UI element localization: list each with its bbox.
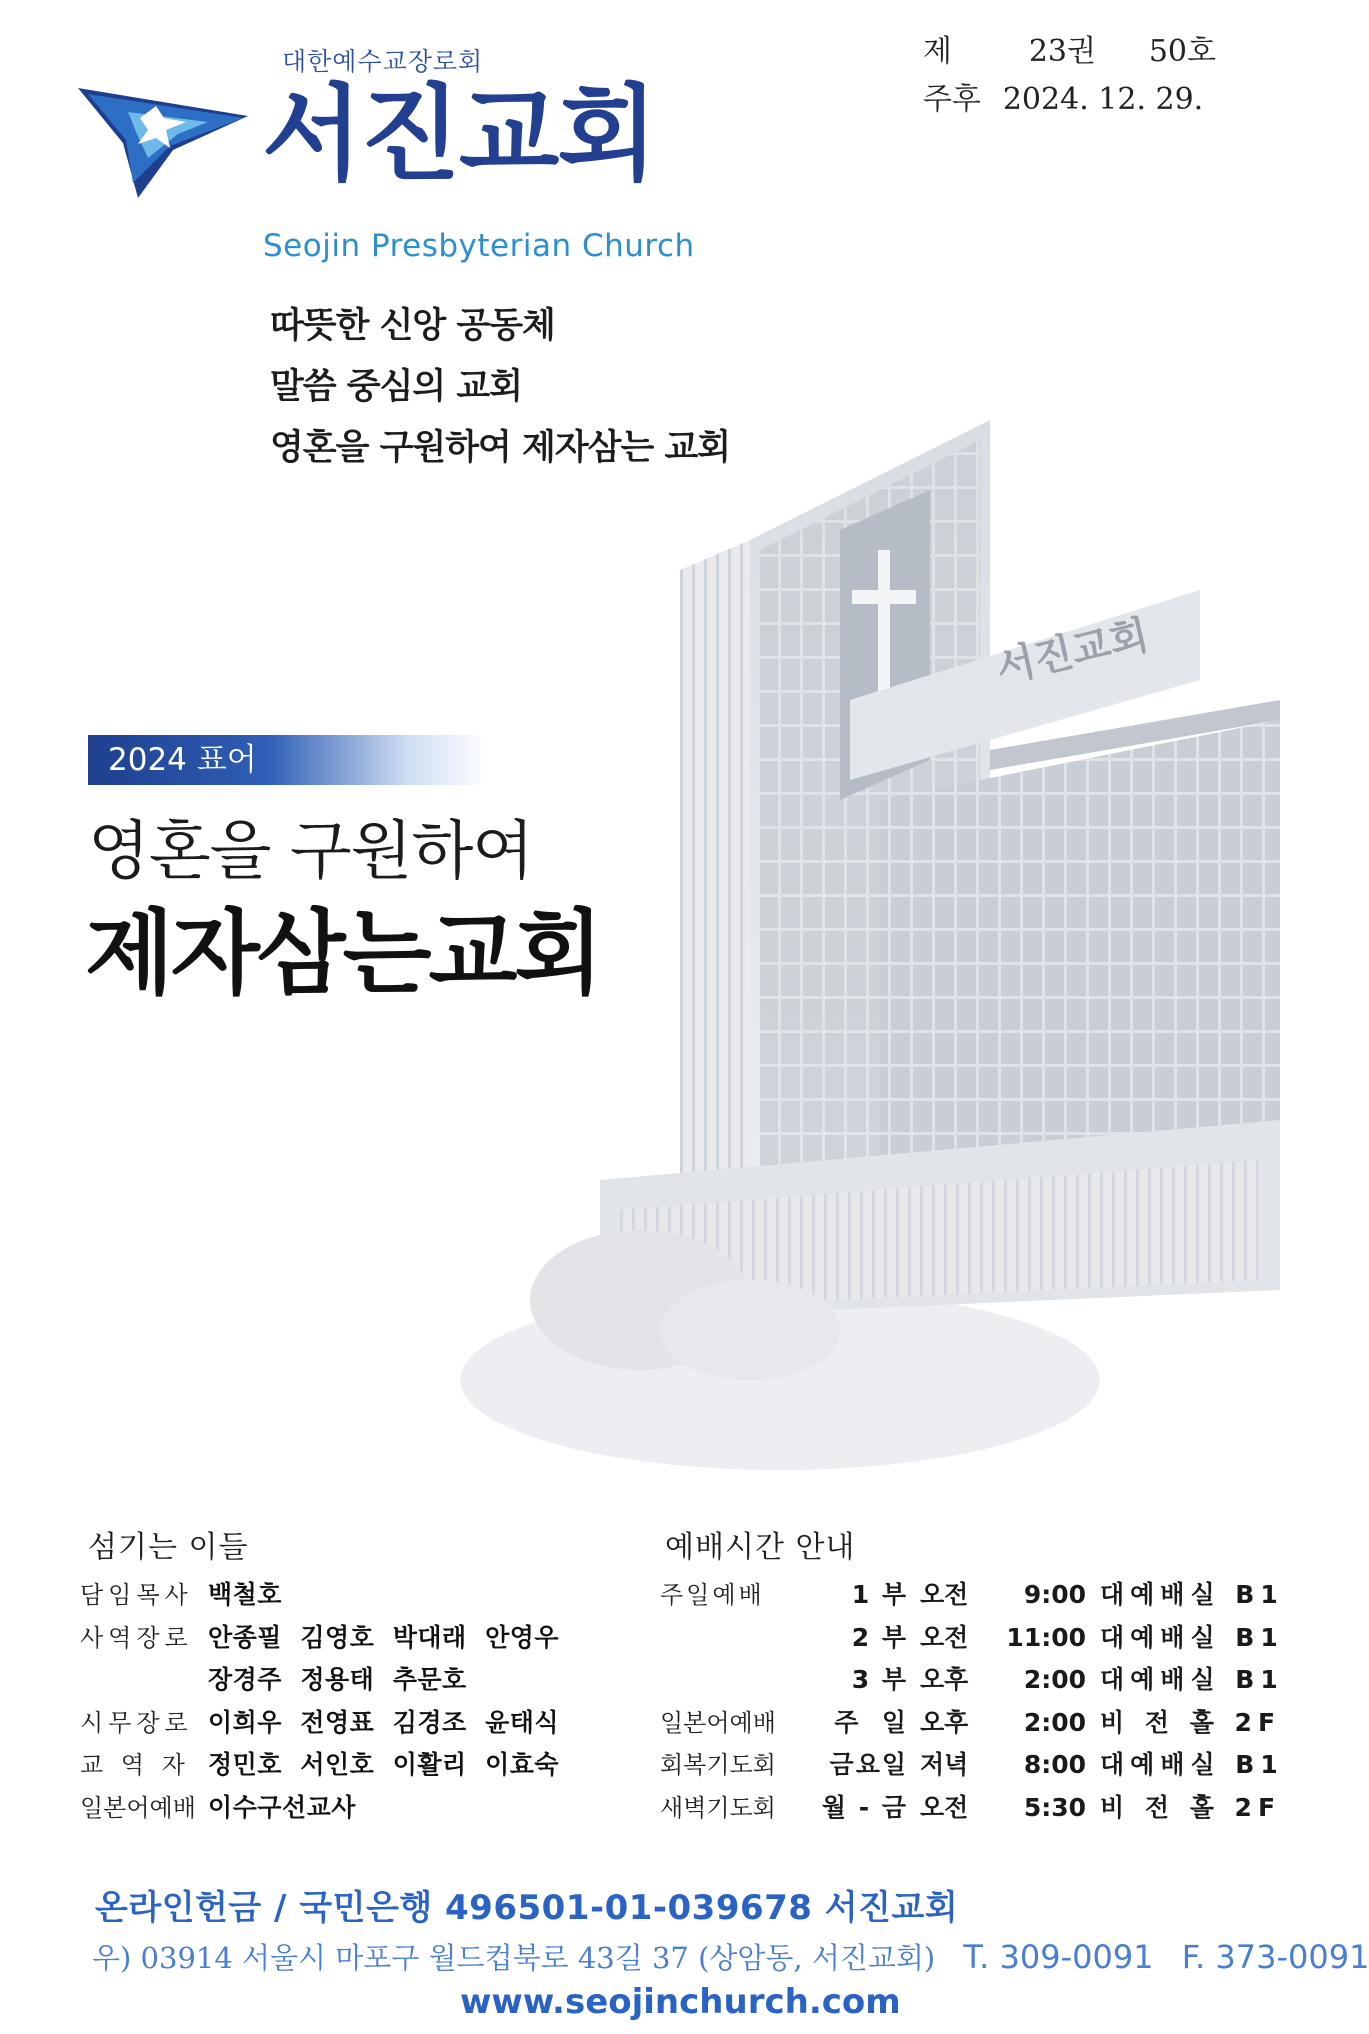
staff-role: 담임목사 xyxy=(80,1581,193,1609)
motto-line: 말씀 중심의 교회 xyxy=(270,367,523,407)
worship-row xyxy=(660,1617,1284,1660)
worship-service: 새벽기도회 xyxy=(660,1793,776,1822)
date-row xyxy=(923,76,1216,124)
worship-place: 대예배실 B1 xyxy=(1100,1580,1284,1609)
date-label: 주후 xyxy=(922,82,981,117)
worship-service: 회복기도회 xyxy=(660,1751,776,1779)
church-name: 서진교회 xyxy=(262,73,656,195)
worship-session: 금요일 xyxy=(829,1750,908,1779)
worship-period: 오전 xyxy=(920,1580,969,1609)
denomination-label: 대한예수교장로회 xyxy=(282,47,484,76)
staff-names: 백철호 xyxy=(208,1580,282,1609)
worship-time: 8:00 xyxy=(1023,1750,1086,1779)
staff-names: 장경주 정용태 추문호 xyxy=(208,1665,467,1694)
worship-service xyxy=(660,1659,790,1702)
issue-number: 50호 xyxy=(1148,34,1216,69)
staff-role xyxy=(80,1659,208,1702)
worship-service: 일본어예배 xyxy=(660,1708,776,1737)
worship-period: 저녁 xyxy=(920,1750,969,1779)
volume-label: 제 xyxy=(922,34,952,69)
worship-period: 오전 xyxy=(920,1622,969,1652)
worship-place: 비 전 홀 2F xyxy=(1100,1792,1282,1822)
phone-number: T. 309-0091 xyxy=(963,1938,1154,1976)
worship-row xyxy=(660,1574,1284,1617)
worship-section-title: 예배시간 안내 xyxy=(665,1530,856,1565)
worship-time: 2:00 xyxy=(1023,1665,1086,1694)
worship-period: 오후 xyxy=(920,1665,969,1694)
worship-service xyxy=(660,1617,790,1660)
building-sign-text: 서진교회 xyxy=(991,612,1153,692)
worship-place: 대예배실 B1 xyxy=(1100,1750,1284,1779)
worship-period: 오전 xyxy=(920,1792,969,1822)
staff-role: 일본어예배 xyxy=(80,1793,196,1822)
volume-row xyxy=(923,28,1216,76)
worship-schedule xyxy=(660,1574,1284,1829)
worship-row xyxy=(660,1744,1284,1787)
worship-session: 3 부 xyxy=(851,1665,908,1694)
staff-row xyxy=(80,1617,559,1660)
worship-session: 월 - 금 xyxy=(821,1792,908,1822)
worship-row xyxy=(660,1787,1282,1830)
cross-dove-logo-icon xyxy=(78,88,258,198)
staff-list xyxy=(80,1574,559,1829)
staff-role: 시무장로 xyxy=(80,1708,193,1737)
staff-names: 안종필 김영호 박대래 안영우 xyxy=(208,1622,560,1652)
worship-time: 5:30 xyxy=(1023,1792,1086,1822)
worship-row xyxy=(660,1659,1284,1702)
church-name-english: Seojin Presbyterian Church xyxy=(263,228,695,264)
worship-time: 9:00 xyxy=(1023,1580,1086,1609)
year-motto-line2: 제자삼는교회 xyxy=(85,900,601,1007)
staff-section-title: 섬기는 이들 xyxy=(88,1530,249,1565)
church-address: 우) 03914 서울시 마포구 월드컵북로 43길 37 (상암동, 서진교회) xyxy=(92,1941,936,1975)
worship-place: 대예배실 B1 xyxy=(1100,1665,1284,1694)
worship-session: 주 일 xyxy=(834,1707,908,1737)
church-building-illustration xyxy=(560,420,1280,1470)
worship-place: 대예배실 B1 xyxy=(1100,1622,1284,1652)
worship-place: 비 전 홀 2F xyxy=(1100,1707,1282,1737)
staff-row xyxy=(80,1787,559,1830)
issue-date: 2024. 12. 29. xyxy=(1002,82,1204,117)
motto-line: 따뜻한 신앙 공동체 xyxy=(270,306,555,346)
contact-line xyxy=(92,1936,1369,1977)
staff-row xyxy=(80,1574,559,1617)
staff-role: 교 역 자 xyxy=(80,1751,190,1779)
staff-row xyxy=(80,1659,559,1702)
staff-names: 이수구선교사 xyxy=(208,1792,356,1822)
staff-names: 이희우 전영표 김경조 윤태식 xyxy=(208,1707,560,1737)
year-motto-label: 2024 표어 xyxy=(88,735,488,785)
staff-row xyxy=(80,1702,559,1745)
worship-session: 1 부 xyxy=(851,1580,908,1609)
issue-info xyxy=(923,28,1216,124)
fax-number: F. 373-0091 xyxy=(1181,1938,1369,1976)
worship-period: 오후 xyxy=(920,1707,969,1737)
motto-line: 영혼을 구원하여 제자삼는 교회 xyxy=(270,428,731,468)
worship-session: 2 부 xyxy=(851,1622,908,1652)
staff-row xyxy=(80,1744,559,1787)
volume-number: 23권 xyxy=(1028,34,1096,69)
staff-role: 사역장로 xyxy=(80,1623,193,1652)
year-motto-line1: 영혼을 구원하여 xyxy=(88,815,534,889)
worship-time: 11:00 xyxy=(1006,1622,1086,1652)
staff-names: 정민호 서인호 이활리 이효숙 xyxy=(208,1750,560,1779)
worship-row xyxy=(660,1702,1282,1745)
website-link[interactable]: www.seojinchurch.com xyxy=(460,1982,901,2022)
online-offering-info: 온라인헌금 / 국민은행 496501-01-039678 서진교회 xyxy=(95,1888,959,1928)
worship-time: 2:00 xyxy=(1023,1707,1086,1737)
worship-service: 주일예배 xyxy=(660,1581,765,1609)
